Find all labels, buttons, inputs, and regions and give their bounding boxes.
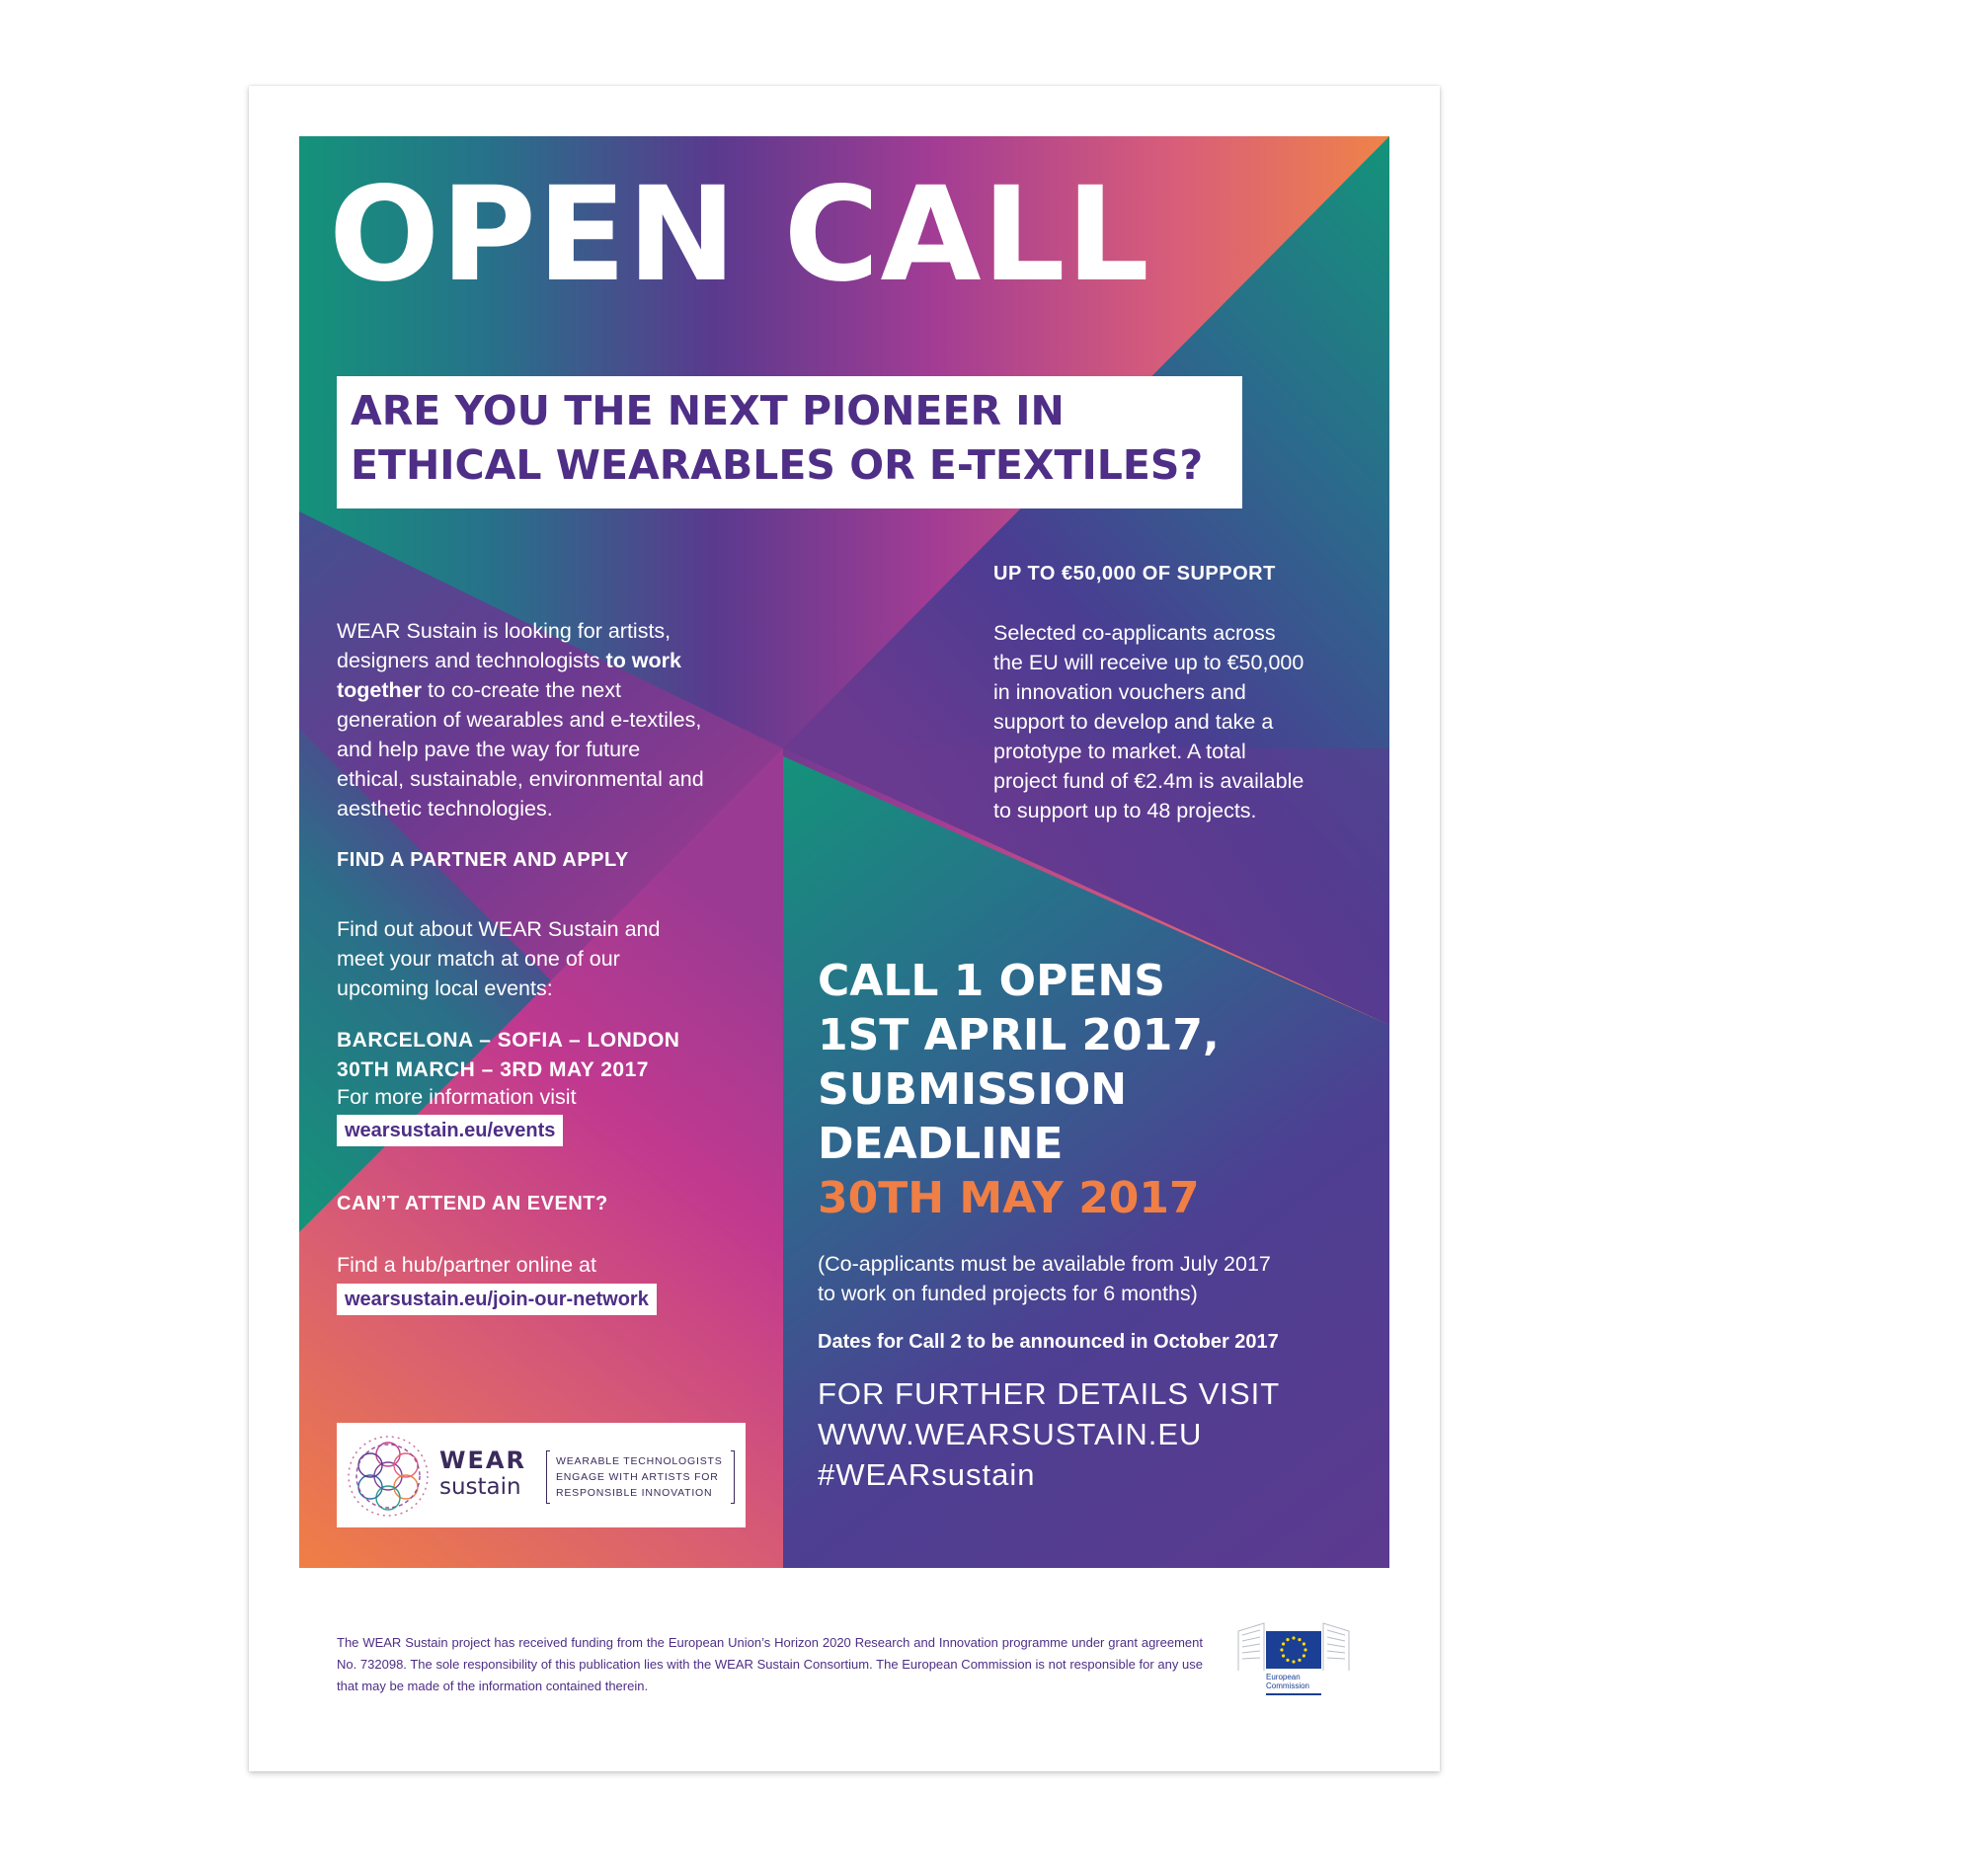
- event-cities: BARCELONA – SOFIA – LONDON: [337, 1029, 680, 1052]
- wear-sustain-logo: [337, 1423, 746, 1527]
- support-line: in innovation vouchers and: [993, 680, 1246, 704]
- intro-bold: together: [337, 678, 422, 702]
- support-line: prototype to market. A total: [993, 740, 1246, 763]
- call-line: 1ST APRIL 2017,: [818, 1010, 1220, 1060]
- more-info-text: For more information visit: [337, 1085, 577, 1109]
- note-line: (Co-applicants must be available from July 2017: [818, 1252, 1271, 1276]
- tagline-line: WEARABLE TECHNOLOGISTS: [556, 1455, 723, 1467]
- logo-wordmark-sustain: sustain: [439, 1474, 521, 1500]
- poster-artwork: [299, 136, 1389, 1568]
- note-line: to work on funded projects for 6 months): [818, 1282, 1198, 1305]
- event-dates: 30TH MARCH – 3RD MAY 2017: [337, 1058, 649, 1081]
- website-link[interactable]: WWW.WEARSUSTAIN.EU: [818, 1417, 1203, 1451]
- support-paragraph: [993, 618, 1379, 825]
- call-announcement: [818, 954, 1220, 1225]
- call-line: DEADLINE: [818, 1119, 1064, 1169]
- hashtag: #WEARsustain: [818, 1457, 1036, 1492]
- deadline-date: 30TH MAY 2017: [818, 1173, 1200, 1223]
- intro-line: [337, 675, 771, 705]
- ec-label-line: European: [1266, 1673, 1301, 1681]
- join-network-link[interactable]: wearsustain.eu/join-our-network: [337, 1284, 657, 1315]
- tagline-line: RESPONSIBLE INNOVATION: [556, 1487, 713, 1499]
- intro-line: [337, 646, 771, 675]
- visit-line: FOR FURTHER DETAILS VISIT: [818, 1376, 1281, 1411]
- support-line: support to develop and take a: [993, 710, 1274, 734]
- tagline-line: ENGAGE WITH ARTISTS FOR: [556, 1471, 719, 1483]
- partner-heading: FIND A PARTNER AND APPLY: [337, 849, 629, 871]
- further-details: [818, 1373, 1280, 1495]
- support-line: Selected co-applicants across: [993, 621, 1276, 645]
- logo-bracket-left: [546, 1450, 550, 1504]
- logo-wordmark-wear: WEAR: [439, 1446, 526, 1474]
- partner-line: Find out about WEAR Sustain and: [337, 917, 661, 941]
- flower-emblem-icon: [345, 1433, 432, 1520]
- intro-line: WEAR Sustain is looking for artists,: [337, 619, 672, 643]
- subtitle-line-2: ETHICAL WEARABLES OR E-TEXTILES?: [351, 441, 1204, 489]
- call-line: SUBMISSION: [818, 1064, 1128, 1115]
- funding-disclaimer: The WEAR Sustain project has received funding from the European Union’s Horizon 2020 Research and Innovation programme under grant agreement No. 732098. The sole responsibility of this publication lies with the WEAR Sustain Consortium. The European Commission is not responsible for any use that may be made of the information contained therein.: [337, 1635, 1203, 1693]
- availability-note: [818, 1249, 1371, 1308]
- support-heading: UP TO €50,000 OF SUPPORT: [993, 563, 1276, 585]
- ec-building-icon: [1236, 1613, 1351, 1673]
- ec-label: [1266, 1673, 1309, 1690]
- support-line: to support up to 48 projects.: [993, 799, 1257, 822]
- cant-attend-text: Find a hub/partner online at: [337, 1253, 596, 1277]
- call-line: CALL 1 OPENS: [818, 956, 1165, 1006]
- ec-label-line: Commission: [1266, 1681, 1310, 1690]
- partner-paragraph: [337, 914, 771, 1003]
- intro-line: ethical, sustainable, environmental and: [337, 767, 704, 791]
- call-2-note: Dates for Call 2 to be announced in October 2017: [818, 1331, 1279, 1353]
- intro-line: aesthetic technologies.: [337, 797, 553, 821]
- european-commission-logo: [1236, 1613, 1351, 1696]
- headline-title: OPEN CALL: [329, 159, 1150, 311]
- subtitle-line-1: ARE YOU THE NEXT PIONEER IN: [351, 387, 1065, 434]
- events-link[interactable]: wearsustain.eu/events: [337, 1115, 563, 1146]
- partner-line: upcoming local events:: [337, 977, 553, 1000]
- intro-line: generation of wearables and e-textiles,: [337, 708, 702, 732]
- ec-underline: [1266, 1693, 1321, 1695]
- intro-bold: to work: [605, 649, 681, 672]
- poster-sheet: [249, 86, 1440, 1771]
- intro-paragraph: [337, 616, 771, 823]
- intro-line: and help pave the way for future: [337, 738, 641, 761]
- support-line: project fund of €2.4m is available: [993, 769, 1304, 793]
- support-line: the EU will receive up to €50,000: [993, 651, 1304, 674]
- cant-attend-heading: CAN’T ATTEND AN EVENT?: [337, 1193, 608, 1214]
- logo-bracket-right: [731, 1450, 735, 1504]
- intro-text: designers and technologists: [337, 649, 600, 672]
- partner-line: meet your match at one of our: [337, 947, 620, 971]
- logo-tagline: [556, 1453, 723, 1501]
- intro-text: to co-create the next: [427, 678, 621, 702]
